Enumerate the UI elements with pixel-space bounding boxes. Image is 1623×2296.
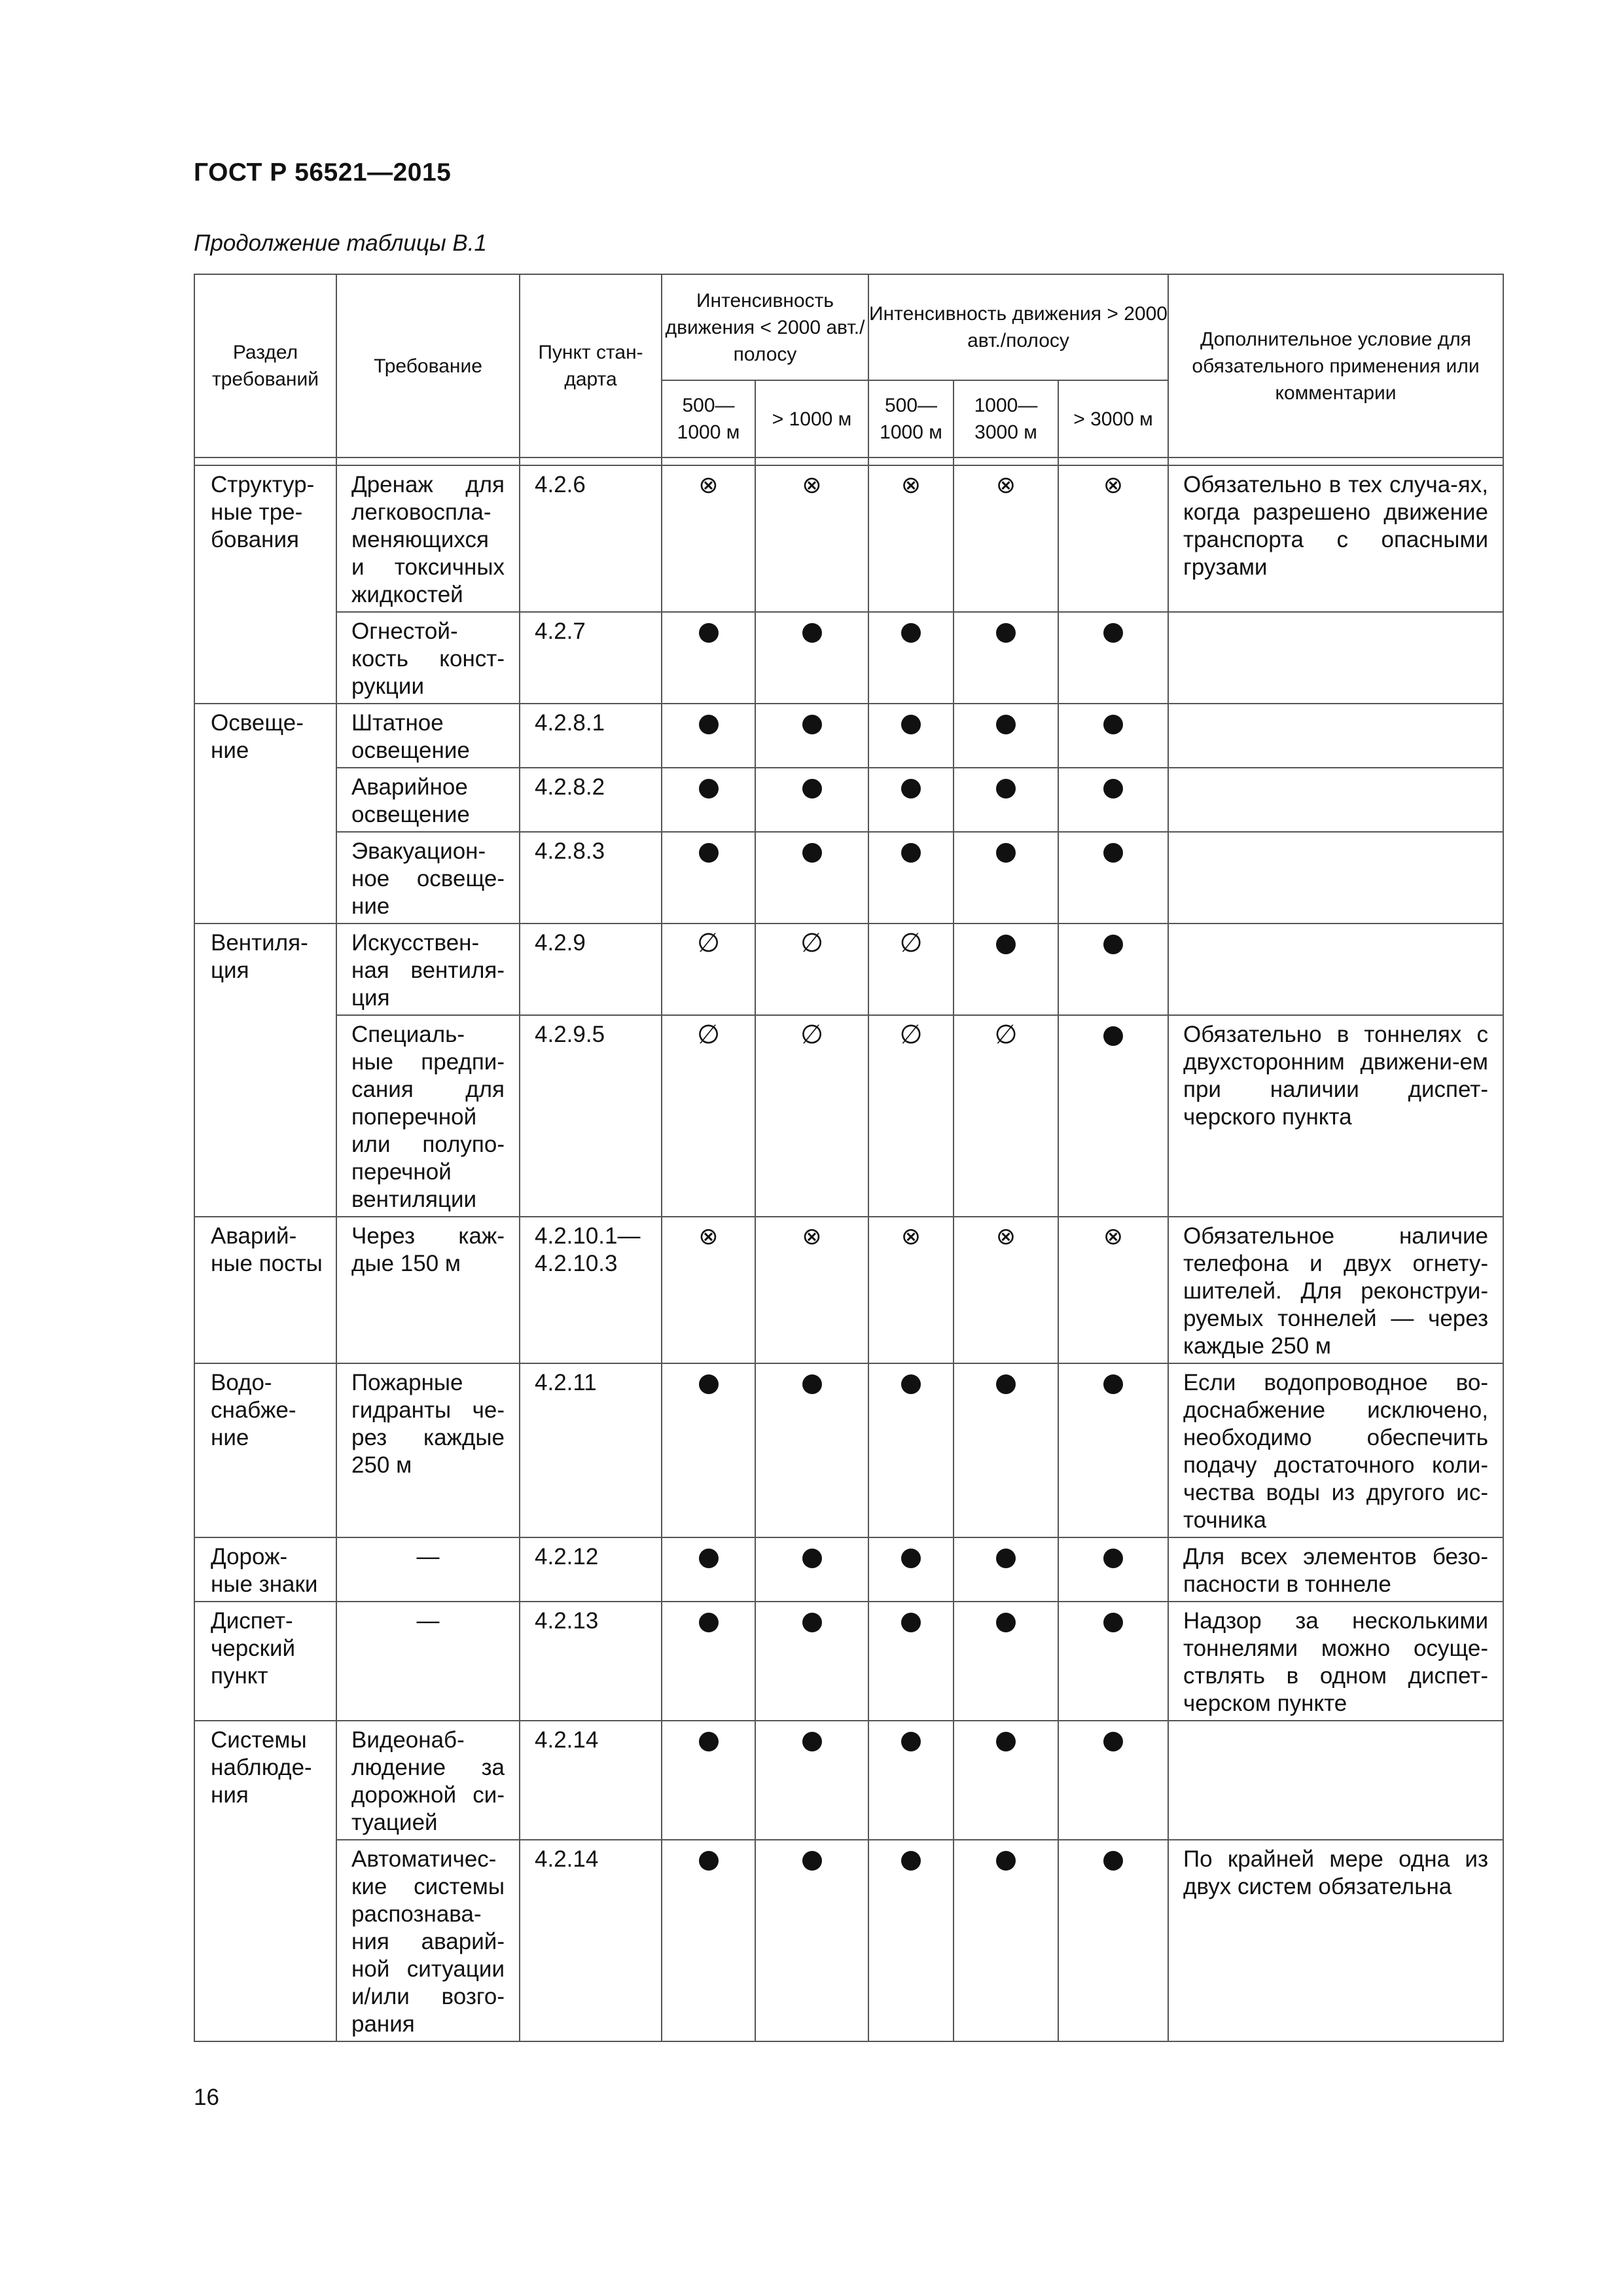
header-low-500-1000: 500— 1000 м xyxy=(662,380,755,457)
mandatory-dot-icon xyxy=(1103,1549,1123,1568)
cell-requirement: Пожарные гидранты че-рез каждые 250 м xyxy=(336,1363,520,1537)
cell-clause: 4.2.8.1 xyxy=(520,704,662,768)
mandatory-dot-icon xyxy=(802,1851,822,1871)
cell-mark xyxy=(954,465,1058,612)
mandatory-dot-icon xyxy=(996,843,1016,863)
mandatory-dot-icon xyxy=(996,1732,1016,1751)
cell-section: Системы наблюде-ния xyxy=(194,1721,336,2041)
cell-clause: 4.2.13 xyxy=(520,1602,662,1721)
cell-clause: 4.2.8.3 xyxy=(520,832,662,924)
cell-comment xyxy=(1168,924,1503,1015)
header-clause: Пункт стан-дарта xyxy=(520,274,662,457)
mandatory-dot-icon xyxy=(996,1851,1016,1871)
mandatory-dot-icon xyxy=(996,1374,1016,1394)
circled-cross-icon: ⊗ xyxy=(802,471,822,498)
cell-mark xyxy=(755,465,868,612)
cell-mark xyxy=(755,1015,868,1217)
cell-mark xyxy=(755,612,868,704)
mandatory-dot-icon xyxy=(802,1549,822,1568)
cell-mark xyxy=(954,1015,1058,1217)
cell-requirement: Дренаж для легковоспла-меняющихся и токсичных жидкостей xyxy=(336,465,520,612)
cell-mark xyxy=(954,704,1058,768)
cell-comment: Надзор за несколькими тоннелями можно осуще-ствлять в одном диспет-черском пункте xyxy=(1168,1602,1503,1721)
mandatory-dot-icon xyxy=(901,1374,921,1394)
cell-mark xyxy=(868,1015,954,1217)
cell-comment: Обязательное наличие телефона и двух огнету-шителей. Для реконструи-руемых тоннелей — через каждые 250 м xyxy=(1168,1217,1503,1363)
header-comment: Дополнительное условие для обязательного применения или комментарии xyxy=(1168,274,1503,457)
cell-mark xyxy=(1058,1840,1168,2041)
cell-mark xyxy=(1058,704,1168,768)
cell-section: Дорож-ные знаки xyxy=(194,1537,336,1602)
cell-mark xyxy=(755,1602,868,1721)
cell-mark xyxy=(954,832,1058,924)
cell-clause: 4.2.14 xyxy=(520,1721,662,1840)
table-caption: Продолжение таблицы В.1 xyxy=(194,230,487,256)
cell-comment xyxy=(1168,1721,1503,1840)
cell-requirement: Видеонаб-людение за дорожной си-туацией xyxy=(336,1721,520,1840)
cell-mark xyxy=(868,465,954,612)
cell-requirement: — xyxy=(336,1602,520,1721)
cell-mark xyxy=(868,1840,954,2041)
header-low-intensity: Интенсивность движения < 2000 авт./полосу xyxy=(662,274,868,380)
cell-mark xyxy=(868,1721,954,1840)
empty-set-icon: ∅ xyxy=(697,929,720,958)
circled-cross-icon: ⊗ xyxy=(698,471,719,498)
table-row xyxy=(194,768,1503,832)
cell-mark xyxy=(868,768,954,832)
cell-mark xyxy=(954,1537,1058,1602)
cell-requirement: Искусствен-ная вентиля-ция xyxy=(336,924,520,1015)
mandatory-dot-icon xyxy=(1103,1613,1123,1632)
mandatory-dot-icon xyxy=(1103,1851,1123,1871)
cell-clause: 4.2.7 xyxy=(520,612,662,704)
cell-requirement: Штатное освещение xyxy=(336,704,520,768)
cell-mark xyxy=(954,612,1058,704)
header-high-intensity: Интенсивность движения > 2000 авт./полосу xyxy=(868,274,1168,380)
header-high-1000-3000: 1000— 3000 м xyxy=(954,380,1058,457)
mandatory-dot-icon xyxy=(901,843,921,863)
cell-mark xyxy=(755,1363,868,1537)
cell-mark xyxy=(662,1363,755,1537)
mandatory-dot-icon xyxy=(996,715,1016,734)
cell-comment xyxy=(1168,612,1503,704)
cell-mark xyxy=(1058,1602,1168,1721)
cell-mark xyxy=(662,1537,755,1602)
cell-mark xyxy=(1058,768,1168,832)
cell-section: Диспет-черский пункт xyxy=(194,1602,336,1721)
cell-comment: Для всех элементов безо-пасности в тоннеле xyxy=(1168,1537,1503,1602)
cell-mark xyxy=(1058,832,1168,924)
mandatory-dot-icon xyxy=(699,1851,719,1871)
cell-clause: 4.2.9 xyxy=(520,924,662,1015)
cell-comment: Обязательно в тех случа-ях, когда разрешено движение транспорта с опасными грузами xyxy=(1168,465,1503,612)
empty-set-icon: ∅ xyxy=(899,929,923,958)
empty-set-icon: ∅ xyxy=(994,1020,1018,1049)
table-row xyxy=(194,704,1503,768)
cell-mark xyxy=(1058,924,1168,1015)
cell-clause: 4.2.14 xyxy=(520,1840,662,2041)
cell-mark xyxy=(954,1217,1058,1363)
table-row xyxy=(194,1602,1503,1721)
cell-mark xyxy=(662,1840,755,2041)
mandatory-dot-icon xyxy=(802,779,822,798)
cell-mark xyxy=(1058,1015,1168,1217)
mandatory-dot-icon xyxy=(699,623,719,643)
cell-comment xyxy=(1168,704,1503,768)
cell-requirement: Автоматичес-кие системы распознава-ния аварий-ной ситуации и/или возго-рания xyxy=(336,1840,520,2041)
cell-mark xyxy=(1058,1363,1168,1537)
mandatory-dot-icon xyxy=(901,1732,921,1751)
cell-mark xyxy=(662,768,755,832)
cell-requirement: Специаль-ные предпи-сания для поперечной или полупо-перечной вентиляции xyxy=(336,1015,520,1217)
circled-cross-icon: ⊗ xyxy=(995,471,1016,498)
cell-mark xyxy=(662,924,755,1015)
cell-mark xyxy=(662,832,755,924)
mandatory-dot-icon xyxy=(996,1549,1016,1568)
mandatory-dot-icon xyxy=(1103,715,1123,734)
empty-set-icon: ∅ xyxy=(899,1020,923,1049)
mandatory-dot-icon xyxy=(802,1732,822,1751)
cell-mark xyxy=(868,1537,954,1602)
mandatory-dot-icon xyxy=(802,623,822,643)
circled-cross-icon: ⊗ xyxy=(802,1223,822,1249)
circled-cross-icon: ⊗ xyxy=(901,1223,921,1249)
cell-clause: 4.2.10.1— 4.2.10.3 xyxy=(520,1217,662,1363)
header-requirement: Требование xyxy=(336,274,520,457)
header-section: Раздел требований xyxy=(194,274,336,457)
cell-clause: 4.2.8.2 xyxy=(520,768,662,832)
page-header: ГОСТ Р 56521—2015 xyxy=(194,158,452,187)
cell-mark xyxy=(954,1602,1058,1721)
cell-mark xyxy=(755,1721,868,1840)
mandatory-dot-icon xyxy=(1103,935,1123,954)
cell-requirement: Аварийное освещение xyxy=(336,768,520,832)
table-row xyxy=(194,612,1503,704)
mandatory-dot-icon xyxy=(699,715,719,734)
circled-cross-icon: ⊗ xyxy=(901,471,921,498)
mandatory-dot-icon xyxy=(699,1732,719,1751)
cell-mark xyxy=(662,1217,755,1363)
cell-comment: Обязательно в тоннелях с двухсторонним движени-ем при наличии диспет-черского пункта xyxy=(1168,1015,1503,1217)
mandatory-dot-icon xyxy=(802,1613,822,1632)
cell-comment: Если водопроводное во-доснабжение исключено, необходимо обеспечить подачу достаточного коли-чества воды из другого ис-точника xyxy=(1168,1363,1503,1537)
mandatory-dot-icon xyxy=(802,715,822,734)
cell-requirement: Через каж-дые 150 м xyxy=(336,1217,520,1363)
table-row xyxy=(194,1363,1503,1537)
cell-mark xyxy=(662,1721,755,1840)
cell-mark xyxy=(954,924,1058,1015)
cell-mark xyxy=(954,768,1058,832)
cell-mark xyxy=(954,1363,1058,1537)
header-high-500-1000: 500— 1000 м xyxy=(868,380,954,457)
mandatory-dot-icon xyxy=(1103,779,1123,798)
cell-section: Структур-ные тре-бования xyxy=(194,465,336,704)
cell-mark xyxy=(868,832,954,924)
mandatory-dot-icon xyxy=(1103,843,1123,863)
circled-cross-icon: ⊗ xyxy=(995,1223,1016,1249)
mandatory-dot-icon xyxy=(996,779,1016,798)
cell-section: Освеще-ние xyxy=(194,704,336,924)
mandatory-dot-icon xyxy=(699,1374,719,1394)
cell-requirement: Огнестой-кость конст-рукции xyxy=(336,612,520,704)
table-row xyxy=(194,1217,1503,1363)
mandatory-dot-icon xyxy=(996,1613,1016,1632)
cell-mark xyxy=(662,465,755,612)
mandatory-dot-icon xyxy=(802,843,822,863)
cell-mark xyxy=(868,1363,954,1537)
cell-mark xyxy=(755,1537,868,1602)
page-number: 16 xyxy=(194,2085,219,2110)
mandatory-dot-icon xyxy=(901,623,921,643)
mandatory-dot-icon xyxy=(1103,1026,1123,1046)
mandatory-dot-icon xyxy=(1103,623,1123,643)
mandatory-dot-icon xyxy=(901,715,921,734)
cell-mark xyxy=(954,1721,1058,1840)
cell-mark xyxy=(1058,465,1168,612)
cell-clause: 4.2.12 xyxy=(520,1537,662,1602)
mandatory-dot-icon xyxy=(1103,1732,1123,1751)
cell-mark xyxy=(1058,1721,1168,1840)
mandatory-dot-icon xyxy=(901,1613,921,1632)
header-low-over-1000: > 1000 м xyxy=(755,380,868,457)
mandatory-dot-icon xyxy=(699,843,719,863)
mandatory-dot-icon xyxy=(996,935,1016,954)
empty-set-icon: ∅ xyxy=(800,929,823,958)
table-row xyxy=(194,1537,1503,1602)
cell-mark xyxy=(1058,612,1168,704)
cell-section: Аварий-ные посты xyxy=(194,1217,336,1363)
cell-clause: 4.2.11 xyxy=(520,1363,662,1537)
cell-mark xyxy=(755,1840,868,2041)
table-row xyxy=(194,1840,1503,2041)
cell-mark xyxy=(755,1217,868,1363)
table-row xyxy=(194,924,1503,1015)
cell-mark xyxy=(868,1602,954,1721)
table-row xyxy=(194,832,1503,924)
cell-mark xyxy=(1058,1217,1168,1363)
cell-comment xyxy=(1168,832,1503,924)
mandatory-dot-icon xyxy=(901,1549,921,1568)
cell-comment: По крайней мере одна из двух систем обязательна xyxy=(1168,1840,1503,2041)
cell-mark xyxy=(868,1217,954,1363)
cell-mark xyxy=(868,612,954,704)
cell-mark xyxy=(954,1840,1058,2041)
empty-set-icon: ∅ xyxy=(697,1020,720,1049)
cell-mark xyxy=(755,832,868,924)
cell-section: Водо-снабже-ние xyxy=(194,1363,336,1537)
cell-section: Вентиля-ция xyxy=(194,924,336,1217)
table-row xyxy=(194,465,1503,612)
mandatory-dot-icon xyxy=(699,779,719,798)
cell-requirement: — xyxy=(336,1537,520,1602)
mandatory-dot-icon xyxy=(802,1374,822,1394)
mandatory-dot-icon xyxy=(901,779,921,798)
cell-mark xyxy=(662,1602,755,1721)
table-row xyxy=(194,1721,1503,1840)
header-high-over-3000: > 3000 м xyxy=(1058,380,1168,457)
cell-mark xyxy=(1058,1537,1168,1602)
cell-mark xyxy=(755,768,868,832)
mandatory-dot-icon xyxy=(996,623,1016,643)
cell-comment xyxy=(1168,768,1503,832)
cell-requirement: Эвакуацион-ное освеще-ние xyxy=(336,832,520,924)
cell-mark xyxy=(662,1015,755,1217)
mandatory-dot-icon xyxy=(699,1549,719,1568)
cell-mark xyxy=(868,704,954,768)
circled-cross-icon: ⊗ xyxy=(1103,471,1124,498)
cell-mark xyxy=(755,924,868,1015)
mandatory-dot-icon xyxy=(1103,1374,1123,1394)
cell-mark xyxy=(868,924,954,1015)
mandatory-dot-icon xyxy=(699,1613,719,1632)
circled-cross-icon: ⊗ xyxy=(698,1223,719,1249)
cell-mark xyxy=(662,612,755,704)
table-row xyxy=(194,1015,1503,1217)
circled-cross-icon: ⊗ xyxy=(1103,1223,1124,1249)
cell-mark xyxy=(662,704,755,768)
requirements-table xyxy=(194,274,1504,2042)
cell-clause: 4.2.6 xyxy=(520,465,662,612)
mandatory-dot-icon xyxy=(901,1851,921,1871)
empty-set-icon: ∅ xyxy=(800,1020,823,1049)
cell-mark xyxy=(755,704,868,768)
cell-clause: 4.2.9.5 xyxy=(520,1015,662,1217)
